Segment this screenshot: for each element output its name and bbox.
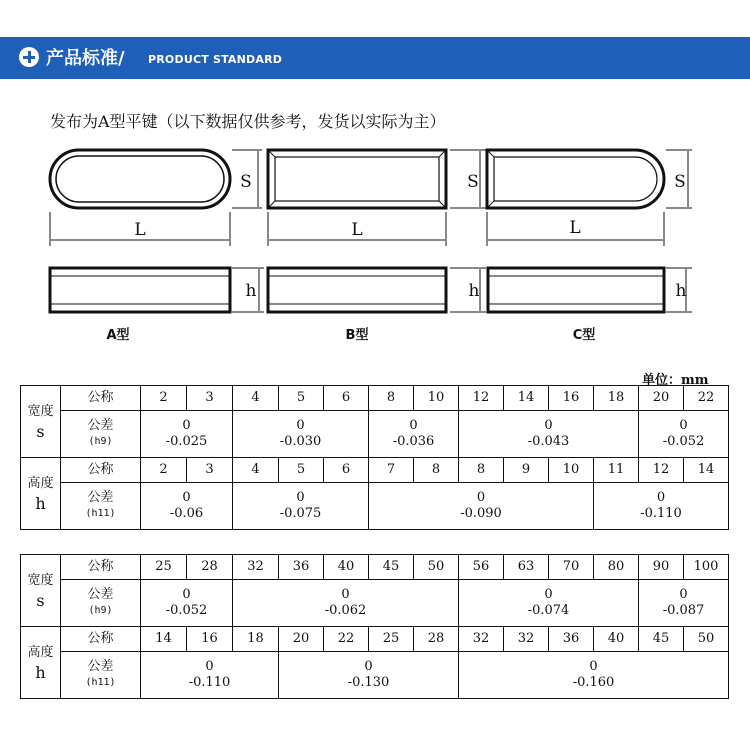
height-header: 高度 h — [21, 627, 61, 699]
table-cell: 4 — [233, 386, 279, 411]
table-cell: 9 — [504, 458, 549, 483]
table-cell: 5 — [279, 458, 324, 483]
tolerance-cell: 0 -0.110 — [594, 483, 729, 530]
plus-circle-icon — [19, 47, 39, 67]
table-cell: 3 — [187, 458, 233, 483]
table-cell: 22 — [324, 627, 369, 652]
table-cell: 80 — [594, 555, 639, 580]
table-cell: 14 — [504, 386, 549, 411]
tolerance-label: 公差 (h11) — [61, 483, 141, 530]
tolerance-cell: 0 -0.052 — [141, 580, 233, 627]
dim-l-label-a: L — [134, 220, 146, 240]
nominal-label: 公称 — [61, 458, 141, 483]
table-cell: 63 — [504, 555, 549, 580]
table-cell: 22 — [684, 386, 729, 411]
tolerance-cell: 0 -0.110 — [141, 652, 279, 699]
dim-h-label-c: h — [675, 281, 687, 301]
table-cell: 10 — [549, 458, 594, 483]
nominal-label: 公称 — [61, 555, 141, 580]
tolerance-cell: 0 -0.06 — [141, 483, 233, 530]
table-cell: 25 — [141, 555, 187, 580]
banner-title-en: PRODUCT STANDARD — [148, 53, 283, 66]
table-cell: 6 — [324, 386, 369, 411]
type-a-label: A型 — [106, 328, 130, 343]
dim-s-label-c: S — [674, 172, 686, 192]
table-cell: 4 — [233, 458, 279, 483]
table-cell: 8 — [369, 386, 414, 411]
table-cell: 7 — [369, 458, 414, 483]
table-cell: 18 — [594, 386, 639, 411]
table-cell: 8 — [459, 458, 504, 483]
tolerance-label: 公差 (h9) — [61, 580, 141, 627]
table-cell: 14 — [684, 458, 729, 483]
type-c-label: C型 — [572, 328, 596, 343]
table-cell: 11 — [594, 458, 639, 483]
dim-h-label-b: h — [468, 281, 480, 301]
table-cell: 6 — [324, 458, 369, 483]
header-banner — [0, 37, 750, 79]
table-cell: 2 — [141, 458, 187, 483]
nominal-label: 公称 — [61, 386, 141, 411]
type-c-side-view — [488, 268, 692, 312]
table-cell: 32 — [233, 555, 279, 580]
table-cell: 12 — [459, 386, 504, 411]
table-cell: 56 — [459, 555, 504, 580]
tolerance-label: 公差 (h11) — [61, 652, 141, 699]
table-cell: 32 — [459, 627, 504, 652]
width-header: 宽度 s — [21, 555, 61, 627]
table-cell: 25 — [369, 627, 414, 652]
dim-s-label-a: S — [240, 172, 252, 192]
type-a-side-view — [50, 268, 264, 312]
tolerance-cell: 0 -0.036 — [369, 411, 459, 458]
width-header: 宽度 s — [21, 386, 61, 458]
type-b-top-view — [268, 150, 486, 246]
type-b-side-view — [268, 268, 486, 312]
type-a-top-view — [50, 150, 262, 246]
table-cell: 50 — [414, 555, 459, 580]
key-diagram — [0, 140, 750, 350]
type-c-top-view — [487, 150, 692, 246]
table-cell: 50 — [684, 627, 729, 652]
type-b-label: B型 — [345, 328, 369, 343]
tolerance-cell: 0 -0.090 — [369, 483, 594, 530]
unit-label: 单位：mm — [642, 373, 709, 388]
table-cell: 32 — [504, 627, 549, 652]
table-cell: 28 — [187, 555, 233, 580]
standard-note: 发布为A型平键（以下数据仅供参考，发货以实际为主） — [50, 112, 446, 131]
table-cell: 100 — [684, 555, 729, 580]
tolerance-cell: 0 -0.130 — [279, 652, 459, 699]
table-cell: 36 — [279, 555, 324, 580]
table-cell: 40 — [324, 555, 369, 580]
tolerance-cell: 0 -0.062 — [233, 580, 459, 627]
table-cell: 10 — [414, 386, 459, 411]
dim-h-label-a: h — [245, 281, 257, 301]
height-header: 高度 h — [21, 458, 61, 530]
table-cell: 36 — [549, 627, 594, 652]
table-cell: 14 — [141, 627, 187, 652]
table-cell: 70 — [549, 555, 594, 580]
table-cell: 28 — [414, 627, 459, 652]
tolerance-cell: 0 -0.052 — [639, 411, 729, 458]
table-cell: 90 — [639, 555, 684, 580]
tolerance-label: 公差 (h9) — [61, 411, 141, 458]
tolerance-cell: 0 -0.087 — [639, 580, 729, 627]
table-cell: 16 — [549, 386, 594, 411]
table-cell: 5 — [279, 386, 324, 411]
tolerance-cell: 0 -0.030 — [233, 411, 369, 458]
nominal-label: 公称 — [61, 627, 141, 652]
table-cell: 2 — [141, 386, 187, 411]
table-cell: 16 — [187, 627, 233, 652]
tolerance-cell: 0 -0.074 — [459, 580, 639, 627]
dim-l-label-b: L — [351, 220, 363, 240]
tolerance-cell: 0 -0.160 — [459, 652, 729, 699]
tolerance-cell: 0 -0.075 — [233, 483, 369, 530]
tolerance-cell: 0 -0.025 — [141, 411, 233, 458]
tolerance-cell: 0 -0.043 — [459, 411, 639, 458]
dim-l-label-c: L — [569, 218, 581, 238]
table-cell: 12 — [639, 458, 684, 483]
spec-table-2 — [20, 554, 729, 699]
table-cell: 40 — [594, 627, 639, 652]
table-cell: 45 — [369, 555, 414, 580]
spec-table-1 — [20, 385, 729, 530]
table-cell: 8 — [414, 458, 459, 483]
table-cell: 20 — [279, 627, 324, 652]
dim-s-label-b: S — [467, 172, 479, 192]
table-cell: 18 — [233, 627, 279, 652]
banner-title-cn: 产品标准/ — [46, 48, 125, 69]
table-cell: 3 — [187, 386, 233, 411]
table-cell: 45 — [639, 627, 684, 652]
table-cell: 20 — [639, 386, 684, 411]
